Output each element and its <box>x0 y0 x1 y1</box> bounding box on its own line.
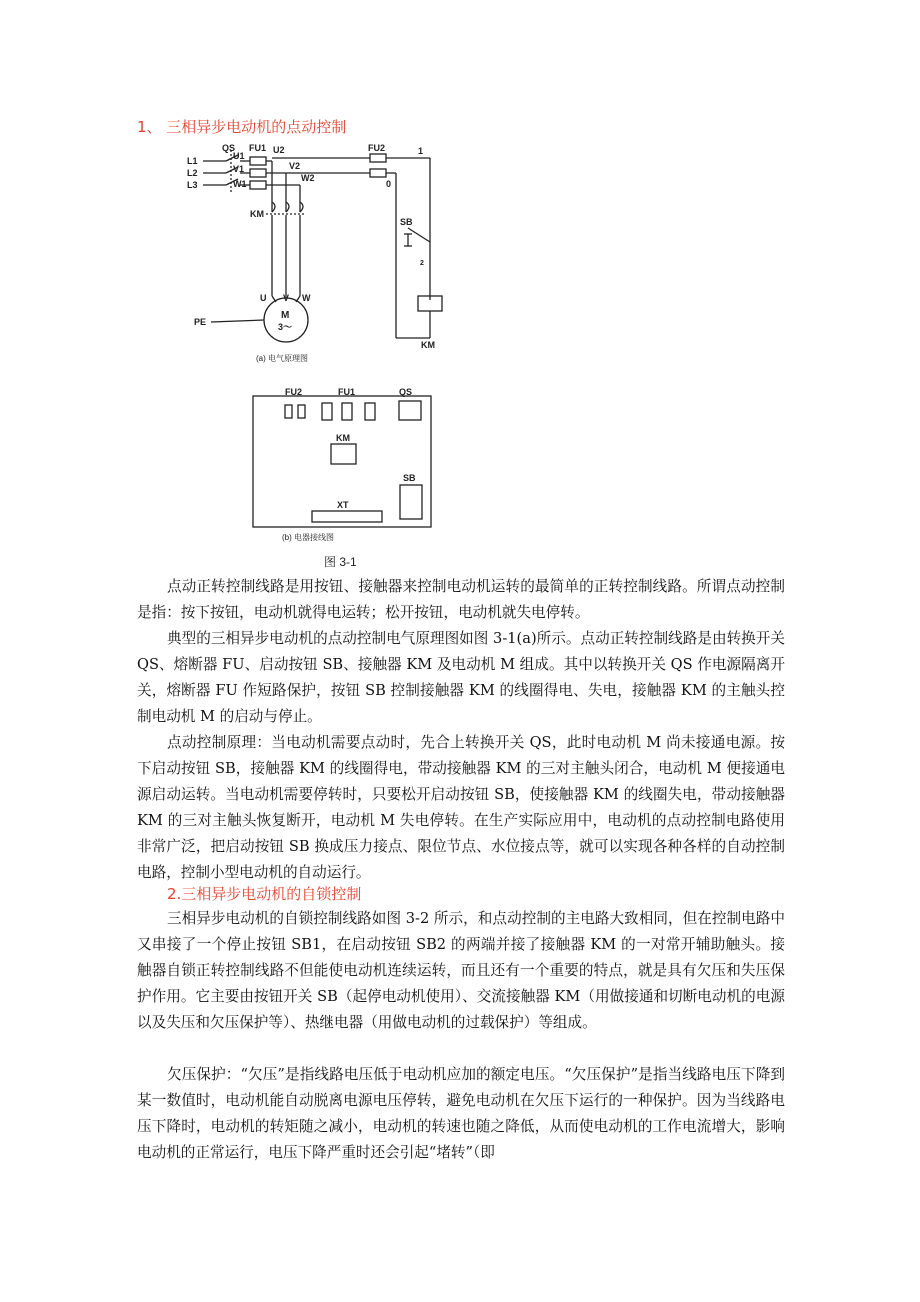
label-km-coil: KM <box>421 340 435 350</box>
label-u: U <box>260 293 267 303</box>
label-v1: V1 <box>233 164 245 174</box>
caption-b: (b) 电器接线图 <box>282 533 334 542</box>
layout-label-sb: SB <box>403 473 416 483</box>
label-node-2: 2 <box>420 260 424 267</box>
layout-label-km: KM <box>336 433 350 443</box>
label-w1: W1 <box>233 179 247 189</box>
paragraph-5: 欠压保护：“欠压”是指线路电压低于电动机应加的额定电压。“欠压保护”是指当线路电压下降到某一数值时，电动机能自动脱离电源电压停转，避免电动机在欠压下运行的一种保护。因为当线路电压下降时，电动机的转矩随之减小，电动机的转速也随之降低，从而使电动机的工作电流增大，影响电动机的正常运行，电压下降严重时还会引起“堵转”（即 <box>137 1066 785 1161</box>
label-fu2: FU2 <box>368 143 386 153</box>
layout-label-fu1: FU1 <box>338 387 356 397</box>
motor-label-m: M <box>281 310 290 321</box>
layout-label-fu2: FU2 <box>285 387 303 397</box>
label-node-1: 1 <box>418 146 424 156</box>
figure-title: 图 3-1 <box>324 555 357 569</box>
label-v2: V2 <box>289 161 301 171</box>
paragraph-4: 三相异步电动机的自锁控制线路如图 3-2 所示，和点动控制的主电路大致相同，但在控制电路中又串接了一个停止按钮 SB1，在启动按钮 SB2 的两端并接了接触器 KM 的一对常开辅助触头。接触器自锁正转控制线路不但能使电动机连续运转，而且还有一个重要的特点，就是具有欠压和失压保护作用。它主要由按钮开关 SB（起停电动机使用）、交流接触器 KM（用做接通和切断电动机的电源以及失压和欠压保护等）、热继电器（用做电动机的过载保护）等组成。 <box>137 910 785 1031</box>
label-w: W <box>302 293 311 303</box>
label-sb: SB <box>400 217 413 227</box>
paragraph-2: 典型的三相异步电动机的点动控制电气原理图如图 3-1(a)所示。点动正转控制线路是由转换开关 QS、熔断器 FU、启动按钮 SB、接触器 KM 及电动机 M 组成。其中以转换开关 QS 作电源隔离开关，熔断器 FU 作短路保护，按钮 SB 控制接触器 KM 的线圈得电、失电，接触器 KM 的主触头控制电动机 M 的启动与停止。 <box>137 630 785 725</box>
caption-a: (a) 电气原理图 <box>256 354 308 363</box>
layout-label-xt: XT <box>337 500 349 510</box>
label-km: KM <box>250 209 264 219</box>
label-l3: L3 <box>187 180 198 190</box>
section-heading-2: 2.三相异步电动机的自锁控制 <box>167 885 362 903</box>
paragraph-3: 点动控制原理：当电动机需要点动时，先合上转换开关 QS，此时电动机 M 尚未接通电源。按下启动按钮 SB，接触器 KM 的线圈得电，带动接触器 KM 的三对主触头闭合，电动机 M 便接通电源启动运转。当电动机需要停转时，只要松开启动按钮 SB，使接触器 KM 的线圈失电，带动接触器 KM 的三对主触头恢复断开，电动机 M 失电停转。在生产实际应用中，电动机的点动控制电路使用非常广泛，把启动按钮 SB 换成压力接点、限位节点、水位接点等，就可以实现各种各样的自动控制电路，控制小型电动机的自动运行。 <box>137 734 785 881</box>
label-u2: U2 <box>273 145 285 155</box>
label-l2: L2 <box>187 168 198 178</box>
label-l1: L1 <box>187 156 198 166</box>
label-node-0: 0 <box>386 179 392 189</box>
label-fu1: FU1 <box>249 143 267 153</box>
label-w2: W2 <box>301 173 315 183</box>
label-pe: PE <box>194 317 207 327</box>
label-v: V <box>283 293 290 303</box>
label-qs: QS <box>222 143 236 153</box>
label-u1: U1 <box>233 151 245 161</box>
motor-label-phase: 3～ <box>278 322 293 332</box>
paragraph-1: 点动正转控制线路是用按钮、接触器来控制电动机运转的最简单的正转控制线路。所谓点动控制是指：按下按钮，电动机就得电运转；松开按钮，电动机就失电停转。 <box>137 578 785 621</box>
section-heading-1: 1、 三相异步电动机的点动控制 <box>137 118 347 136</box>
layout-label-qs: QS <box>399 387 413 397</box>
